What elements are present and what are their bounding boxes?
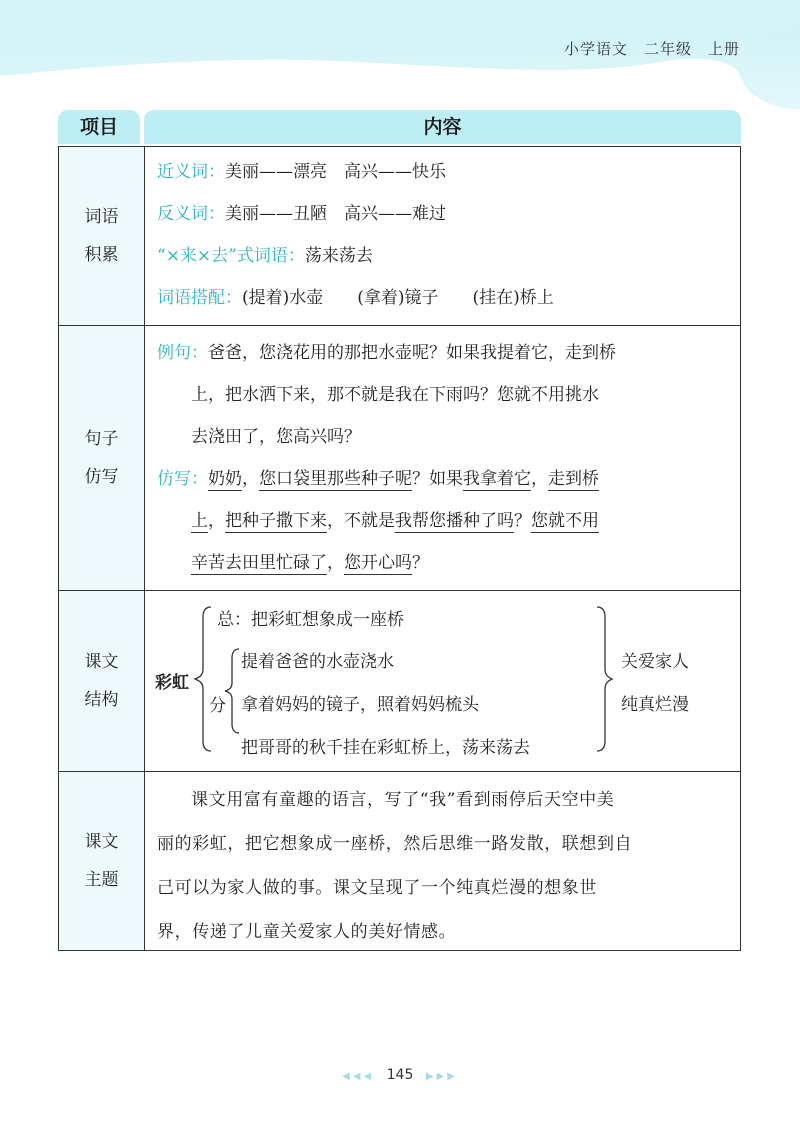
underlined-phrase: 我拿着它: [463, 469, 531, 489]
collocation-tag: 词语搭配：: [157, 288, 242, 308]
row-label-sentence: [59, 326, 145, 590]
column-header-content: 内容: [144, 110, 741, 144]
structure-item: 把哥哥的秋千挂在彩虹桥上，荡来荡去: [241, 738, 530, 758]
underlined-phrase: 辛苦去田里忙碌了: [191, 553, 327, 573]
page-number: 145: [386, 1067, 414, 1083]
antonyms-text: 美丽——丑陋 高兴——难过: [225, 204, 446, 224]
structure-item: 提着爸爸的水壶浇水: [241, 652, 394, 672]
underlined-phrase: 您就不用: [531, 511, 599, 531]
structure-root: 彩虹: [155, 673, 189, 693]
book-title: 小学语文 二年级 上册: [563, 40, 740, 58]
structure-diagram: [145, 591, 740, 769]
example-tag: 例句：: [157, 343, 208, 363]
plain-text: ，: [242, 469, 259, 489]
page-footer: [0, 1067, 800, 1083]
pattern-text: 荡来荡去: [304, 246, 373, 266]
underlined-phrase: 把种子撒下来: [225, 511, 327, 531]
label-line-1: 课文: [84, 832, 119, 852]
plain-text: ，: [327, 553, 344, 573]
label-line-1: 词语: [84, 207, 119, 227]
label-line-2: 结构: [84, 690, 119, 710]
label-line-2: 主题: [84, 870, 119, 890]
table-grid: [58, 146, 741, 951]
example-line: 去浇田了，您高兴吗？: [191, 427, 361, 447]
sentence-content: [145, 326, 740, 584]
label-line-2: 仿写: [84, 467, 119, 487]
row-label-theme: [59, 772, 145, 950]
structure-summary: 纯真烂漫: [621, 695, 689, 715]
underlined-phrase: 奶奶: [208, 469, 242, 489]
underlined-phrase: 走到桥: [548, 469, 599, 489]
theme-line: 界，传递了儿童关爱家人的美好情感。: [157, 922, 457, 942]
synonyms-tag: 近义词：: [157, 162, 225, 182]
structure-summary: 关爱家人: [621, 652, 689, 672]
label-line-1: 课文: [84, 652, 119, 672]
underlined-phrase: 上: [191, 511, 208, 531]
theme-content: [145, 772, 740, 954]
underlined-phrase: 您口袋里那些种子呢: [259, 469, 412, 489]
underlined-phrase: 您开心吗: [344, 553, 412, 573]
plain-text: ？: [412, 553, 429, 573]
row-theme: [59, 771, 740, 950]
summary-table: [58, 110, 741, 950]
row-sentence: [59, 325, 740, 590]
plain-text: ，不就是: [327, 511, 395, 531]
label-line-2: 积累: [84, 245, 119, 265]
label-line-1: 句子: [84, 429, 119, 449]
synonyms-text: 美丽——漂亮 高兴——快乐: [225, 162, 446, 182]
structure-zong: 总：把彩虹想象成一座桥: [217, 610, 404, 630]
column-header-item: 项目: [58, 110, 140, 144]
row-label-vocabulary: [59, 147, 145, 325]
row-vocabulary: [59, 147, 740, 325]
collocation-text: (提着)水壶 (拿着)镜子 (挂在)桥上: [242, 288, 554, 308]
imitate-tag: 仿写：: [157, 469, 208, 489]
antonyms-tag: 反义词：: [157, 204, 225, 224]
underlined-phrase: 我帮您播种了吗: [395, 511, 514, 531]
plain-text: ，: [208, 511, 225, 531]
left-arrows-icon: ◀◀◀: [342, 1071, 375, 1082]
theme-line: 丽的彩虹，把它想象成一座桥，然后思维一路发散，联想到自: [157, 834, 633, 854]
row-label-structure: [59, 591, 145, 771]
plain-text: ？: [514, 511, 531, 531]
example-line: 上，把水洒下来，那不就是我在下雨吗？您就不用挑水: [191, 385, 599, 405]
example-line: 爸爸，您浇花用的那把水壶呢？如果我提着它，走到桥: [208, 343, 616, 363]
right-arrows-icon: ▶▶▶: [425, 1071, 458, 1082]
vocab-content: [145, 147, 740, 319]
pattern-tag: “×来×去”式词语：: [157, 246, 305, 266]
theme-line: 课文用富有童趣的语言，写了“我”看到雨停后天空中美: [191, 790, 615, 810]
plain-text: ，: [531, 469, 548, 489]
row-structure: [59, 590, 740, 771]
structure-item: 拿着妈妈的镜子，照着妈妈梳头: [241, 695, 479, 715]
plain-text: ？如果: [412, 469, 463, 489]
theme-line: 己可以为家人做的事。课文呈现了一个纯真烂漫的想象世: [157, 878, 597, 898]
structure-fen: 分: [209, 696, 226, 716]
